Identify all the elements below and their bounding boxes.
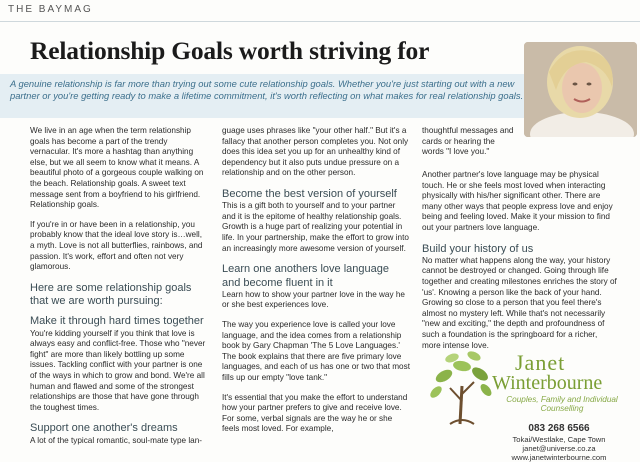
paragraph: If you're in or have been in a relationship, you probably know that the ideal love story is…well, a myth. Love is not all butterflies, rainbows, and passion. It's work, effort and often not very glamorous. (30, 219, 203, 272)
magazine-brand: THE BAYMAG (8, 4, 93, 15)
paragraph: It's essential that you make the effort to understand how your partner prefers to give and receive love. For some, verbal signals are the way he or she feels most loved. For example, (222, 392, 408, 434)
paragraph: No matter what happens along the way, your history cannot be destroyed or changed. Going through life together and creating milestones enriches the story of 'us'. Knowing a person like the back of your hand. Growing so close to a person that you feel there's almost no mystery left. While that's not necessarily "new and exciting," the depth and profoundness of such a foundation is the springboard for a richer, more intense love. (422, 255, 617, 350)
advert-website[interactable]: www.janetwinterbourne.com (511, 453, 607, 462)
paragraph: A lot of the typical romantic, soul-mate type lan- (30, 435, 203, 445)
advert-location: Tokai/Westlake, Cape Town (512, 435, 606, 444)
section-heading: Make it through hard times together (30, 315, 204, 328)
intro-box (0, 74, 532, 118)
advert-first-name: Janet (515, 350, 566, 375)
section-heading: Build your history of us (422, 242, 534, 255)
counsellor-advert (420, 340, 640, 462)
paragraph: You're kidding yourself if you think that love is always easy and conflict-free. Those who "never fight" are more than likely bottling up some issues. Tackling conflict with your partner is one of the ways in which to grow and bond. We're all human and flawed and some of the strongest relationships are those that have gone through the toughest times. (30, 328, 206, 412)
section-heading: Here are some relationship goals that we are worth pursuing: (30, 281, 192, 308)
paragraph: Learn how to show your partner love in the way he or she best experiences love. (222, 289, 405, 310)
paragraph: This is a gift both to yourself and to your partner and it is the epitome of healthy relationship goals. Growth is a huge part of realizing your potential in life. In your partnership, make the effort to grow into an increasingly more awesome version of yourself. (222, 201, 409, 253)
paragraph: thoughtful messages and cards or hearing the words "I love you." (422, 126, 514, 157)
masthead (0, 0, 640, 22)
section-heading: Support one another's dreams (30, 422, 178, 435)
advert-email[interactable]: janet@universe.co.za (522, 444, 596, 453)
paragraph: Another partner's love language may be physical touch. He or she feels most loved when interacting physically with his/her significant other. There are many other ways that people express love and enjoy being and feeling loved. Make it your mission to find out your partners love language. (422, 170, 613, 232)
intro-text: A genuine relationship is far more than trying out some cute relationship goals. Whether you're just starting out with a new partner or you're getting ready to make a lifetime commitment, it's worth reflecting on what makes for real relationship goals. (10, 78, 524, 101)
paragraph: The way you experience love is called your love language, and the idea comes from a relationship book by Gary Chapman 'The 5 Love Languages.' The book explains that there are five primary love languages, and each of us has one or two that most fills up our empty "love tank." (222, 320, 410, 382)
tree-logo-icon (422, 346, 502, 426)
author-photo (524, 42, 637, 137)
section-heading: Learn one anothers love language and become fluent in it (222, 263, 389, 289)
article-column-2 (222, 126, 410, 444)
advert-phone: 083 268 6566 (528, 423, 590, 434)
section-heading: Become the best version of yourself (222, 187, 397, 200)
paragraph: We live in an age when the term relationship goals has become a part of the trendy vernacular. It's more a hashtag than anything else, but we all seem to know what it means. A beautiful photo of a gorgeous couple walking on the beach. Relationship goals. A sweet text message sent from a boyfriend to his girlfriend. Relationship goals. (30, 126, 204, 210)
article-title: Relationship Goals worth striving for (30, 36, 430, 65)
advert-contact (478, 423, 640, 462)
article-column-3 (422, 170, 618, 360)
advert-tagline: Couples, Family and Individual Counselling (506, 395, 618, 413)
article-column-1 (30, 126, 208, 455)
advert-last-name: Winterbourne (492, 372, 603, 394)
portrait-image (524, 42, 637, 137)
article-column-3-top (422, 126, 518, 167)
paragraph: guage uses phrases like "your other half." But it's a fallacy that another person completes you. Not only does this idea set you up for an unhealthy kind of dependency but it also puts undue pressure on a relationship and on the other person. (222, 126, 409, 178)
